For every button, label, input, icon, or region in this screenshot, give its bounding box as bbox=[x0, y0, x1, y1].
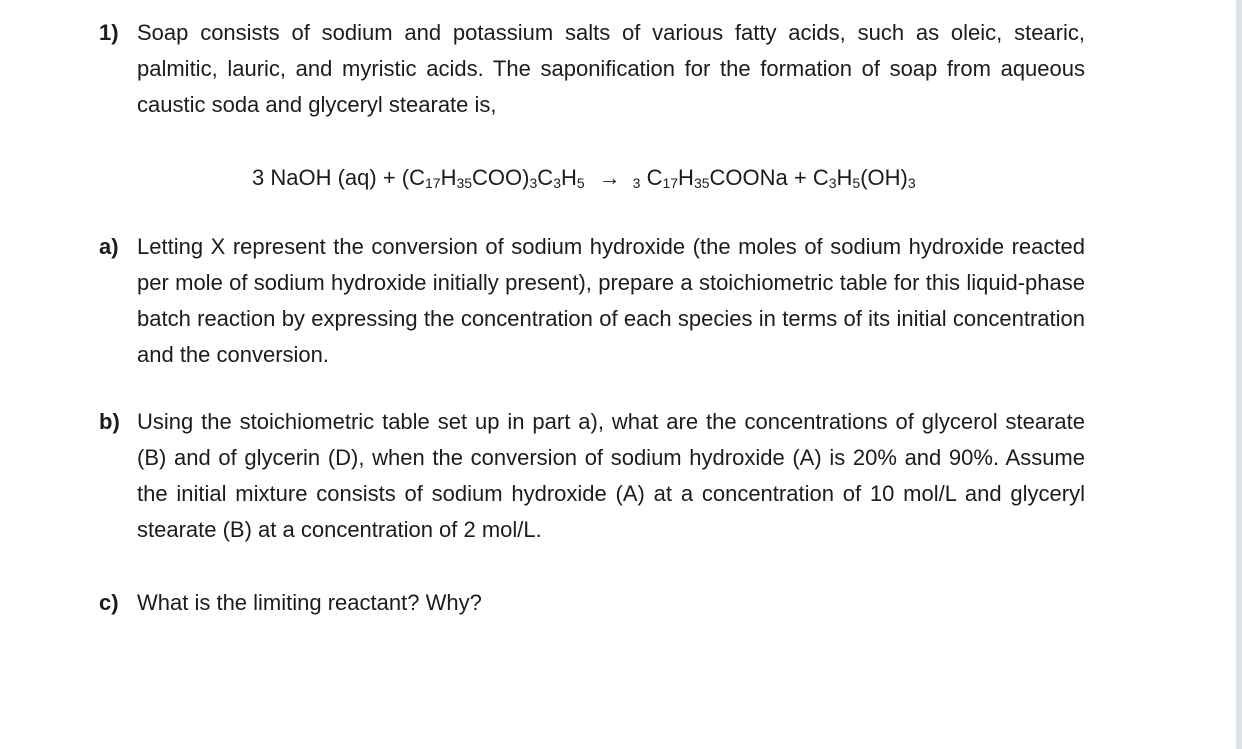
part-c-label: c) bbox=[99, 590, 119, 615]
equation-product-glycerol: $C_3H_5(OH)_3$ bbox=[812, 165, 916, 191]
part-b-label: b) bbox=[99, 409, 120, 434]
equation-reactant-glyceryl-stearate: $(C_{17}H_{35}COO)_3C_3H_5$ bbox=[401, 165, 585, 191]
equation-plus: + bbox=[787, 165, 813, 190]
part-a bbox=[99, 229, 1085, 373]
equation-product-soap: $_3$ $C_{17}H_{35}COONa$ bbox=[632, 165, 788, 191]
reaction-arrow-icon: → bbox=[598, 165, 621, 190]
page-edge-divider bbox=[1236, 0, 1242, 749]
saponification-equation bbox=[252, 160, 916, 196]
part-c bbox=[99, 585, 1085, 621]
part-c-text: What is the limiting reactant? Why? bbox=[137, 590, 482, 615]
part-b-text: Using the stoichiometric table set up in part a), what are the concentrations of glycerol stearate (B) and of glycerin (D), when the conversion of sodium hydroxide (A) is 20% and 90%. Assume the initial mixture consists of sodium hydroxide (A) at a concentration of 10 mol/L and glyceryl stearate (B) at a concentration of 2 mol/L. bbox=[137, 409, 1085, 542]
part-b bbox=[99, 404, 1085, 548]
problem-number: 1) bbox=[99, 20, 119, 45]
problem-1 bbox=[99, 15, 1085, 123]
problem-intro: Soap consists of sodium and potassium salts of various fatty acids, such as oleic, stearic, palmitic, lauric, and myristic acids. The saponification for the formation of soap from aqueous caustic soda and glyceryl stearate is, bbox=[137, 20, 1085, 117]
equation-reactant-naoh: 3 NaOH (aq) + bbox=[252, 165, 402, 190]
part-a-text: Letting X represent the conversion of sodium hydroxide (the moles of sodium hydroxide reacted per mole of sodium hydroxide initially present), prepare a stoichiometric table for this liquid-phase batch reaction by expressing the concentration of each species in terms of its initial concentration and the conversion. bbox=[137, 234, 1085, 367]
part-a-label: a) bbox=[99, 234, 119, 259]
